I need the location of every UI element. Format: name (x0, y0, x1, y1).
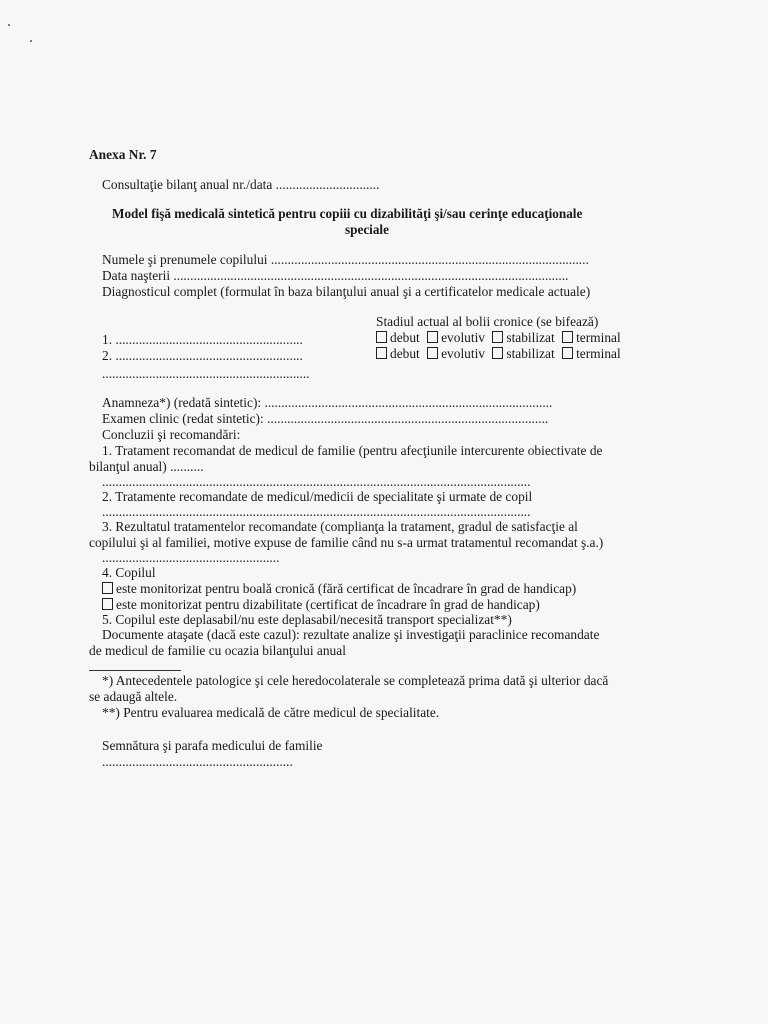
footnote-separator (89, 670, 181, 671)
checkbox-icon (376, 347, 387, 359)
consult-line: Consultaţie bilanţ anual nr./data ............................... (102, 177, 380, 192)
option-label: stabilizat (506, 330, 555, 345)
option-label: debut (390, 330, 420, 345)
footnote-1-line-1: *) Antecedentele patologice şi cele heredocolaterale se completează prima dată şi ulterior dacă (102, 673, 609, 688)
diagnosis-line-3: .............................................................. (102, 366, 310, 381)
option-label: evolutiv (441, 346, 485, 361)
stage-options-row-1 (376, 330, 625, 346)
option-label: evolutiv (441, 330, 485, 345)
treatment-1-line-2: bilanţul anual) .......... (89, 459, 204, 474)
child-name-field: Numele şi prenumele copilului ............................................................................................... (102, 252, 589, 267)
checkbox-icon (562, 331, 573, 343)
diagnosis-line-2: 2. ........................................................ (102, 348, 303, 363)
conclusions-label: Concluzii şi recomandări: (102, 427, 241, 442)
treatment-3-dots: ..................................................... (102, 550, 280, 565)
option-label: este monitorizat pentru boală cronică (fără certificat de încadrare în grad de handicap) (116, 581, 577, 596)
stage-option-terminal[interactable] (562, 346, 621, 362)
treatment-3-line-2: copilului şi al familiei, motive expuse de familie când nu s-a urmat tratamentul recomandat ş.a.) (89, 535, 604, 550)
stage-option-evolutiv[interactable] (427, 330, 485, 346)
checkbox-icon (427, 347, 438, 359)
treatment-2-dots: ................................................................................................................................ (102, 504, 531, 519)
child-option-disability[interactable] (102, 597, 540, 613)
checkbox-icon (427, 331, 438, 343)
option-label: terminal (576, 330, 621, 345)
stage-option-evolutiv[interactable] (427, 346, 485, 362)
stage-option-stabilizat[interactable] (492, 330, 554, 346)
option-label: stabilizat (506, 346, 555, 361)
checkbox-icon (102, 582, 113, 594)
clinical-exam-field: Examen clinic (redat sintetic): .................................................................................... (102, 411, 549, 426)
attached-documents-line-1: Documente ataşate (dacă este cazul): rezultate analize şi investigaţii paraclinice recomandate (102, 627, 600, 642)
treatment-3-line-1: 3. Rezultatul tratamentelor recomandate (complianţa la tratament, gradul de satisfacţie al (102, 519, 578, 534)
stage-option-debut[interactable] (376, 330, 420, 346)
scan-speck (8, 24, 10, 26)
option-label: terminal (576, 346, 621, 361)
checkbox-icon (492, 331, 503, 343)
stage-option-stabilizat[interactable] (492, 346, 554, 362)
stage-options-row-2 (376, 346, 625, 362)
birth-date-field: Data naşterii ...................................................................................................................... (102, 268, 569, 283)
document-title-cont: speciale (345, 222, 389, 237)
signature-line: ......................................................... (102, 754, 293, 769)
diagnosis-label: Diagnosticul complet (formulat în baza bilanţului anual şi a certificatelor medicale actuale) (102, 284, 591, 299)
stage-option-debut[interactable] (376, 346, 420, 362)
attached-documents-line-2: de medicul de familie cu ocazia bilanţului anual (89, 643, 346, 658)
child-option-chronic[interactable] (102, 581, 576, 597)
treatment-1-line-1: 1. Tratament recomandat de medicul de familie (pentru afecţiunile intercurente obiectivate de (102, 443, 603, 458)
diagnosis-line-1: 1. ........................................................ (102, 332, 303, 347)
option-label: debut (390, 346, 420, 361)
mobility-item: 5. Copilul este deplasabil/nu este deplasabil/necesită transport specializat**) (102, 612, 512, 627)
annex-label: Anexa Nr. 7 (89, 147, 157, 162)
checkbox-icon (492, 347, 503, 359)
signature-label: Semnătura şi parafa medicului de familie (102, 738, 323, 753)
child-heading: 4. Copilul (102, 565, 156, 580)
footnote-2: **) Pentru evaluarea medicală de către medicul de specialitate. (102, 705, 440, 720)
anamnesis-field: Anamneza*) (redată sintetic): ...................................................................................... (102, 395, 553, 410)
stage-option-terminal[interactable] (562, 330, 621, 346)
checkbox-icon (376, 331, 387, 343)
checkbox-icon (562, 347, 573, 359)
checkbox-icon (102, 598, 113, 610)
stage-title: Stadiul actual al bolii cronice (se bifează) (376, 314, 599, 329)
treatment-1-dots: ................................................................................................................................ (102, 474, 531, 489)
scan-speck (30, 40, 32, 42)
treatment-2-line: 2. Tratamente recomandate de medicul/medicii de specialitate şi urmate de copil (102, 489, 533, 504)
footnote-1-line-2: se adaugă altele. (89, 689, 178, 704)
option-label: este monitorizat pentru dizabilitate (certificat de încadrare în grad de handicap) (116, 597, 540, 612)
document-title: Model fişă medicală sintetică pentru copiii cu dizabilităţi şi/sau cerinţe educaţionale (112, 206, 583, 221)
